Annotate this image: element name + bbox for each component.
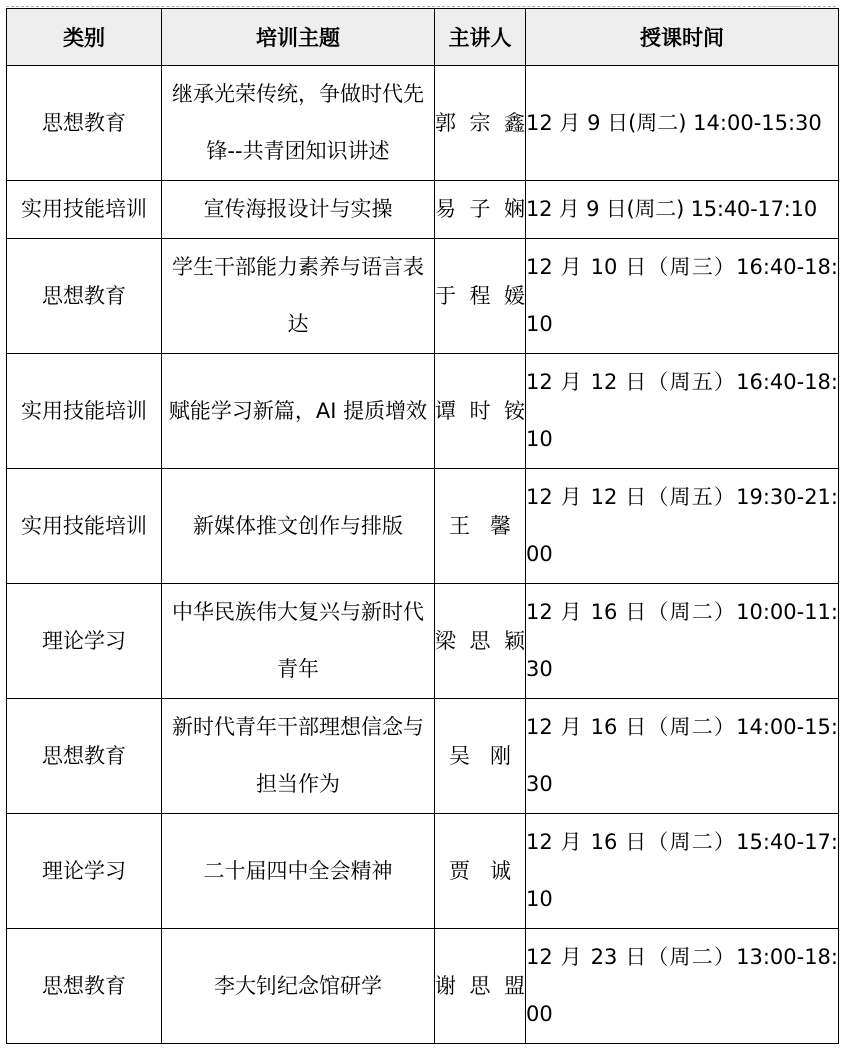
header-speaker: 主讲人	[435, 9, 526, 66]
category-cell: 思想教育	[7, 699, 162, 814]
speaker-cell: 于程媛	[435, 239, 526, 354]
speaker-cell: 谭时铵	[435, 354, 526, 469]
category-cell: 思想教育	[7, 239, 162, 354]
training-schedule-table	[6, 8, 839, 1044]
category-cell: 思想教育	[7, 929, 162, 1044]
topic-cell: 学生干部能力素养与语言表达	[162, 239, 435, 354]
header-topic: 培训主题	[162, 9, 435, 66]
category-cell: 实用技能培训	[7, 181, 162, 239]
topic-cell: 李大钊纪念馆研学	[162, 929, 435, 1044]
table-row	[7, 469, 839, 584]
speaker-cell: 易子娴	[435, 181, 526, 239]
category-cell: 实用技能培训	[7, 354, 162, 469]
speaker-cell: 王馨	[435, 469, 526, 584]
header-row	[7, 9, 839, 66]
time-cell: 12 月 9 日(周二) 14:00-15:30	[526, 66, 839, 181]
table-row	[7, 354, 839, 469]
time-cell: 12 月 10 日（周三）16:40-18:10	[526, 239, 839, 354]
table-row	[7, 66, 839, 181]
topic-cell: 二十届四中全会精神	[162, 814, 435, 929]
table-row	[7, 584, 839, 699]
category-cell: 实用技能培训	[7, 469, 162, 584]
time-cell: 12 月 23 日（周二）13:00-18:00	[526, 929, 839, 1044]
time-cell: 12 月 12 日（周五）16:40-18:10	[526, 354, 839, 469]
category-cell: 思想教育	[7, 66, 162, 181]
topic-cell: 中华民族伟大复兴与新时代青年	[162, 584, 435, 699]
table-row	[7, 814, 839, 929]
speaker-cell: 梁思颖	[435, 584, 526, 699]
table-row	[7, 239, 839, 354]
header-category: 类别	[7, 9, 162, 66]
speaker-cell: 贾诚	[435, 814, 526, 929]
page-corner-mark	[768, 0, 798, 7]
page-top-rule	[6, 6, 836, 7]
topic-cell: 新媒体推文创作与排版	[162, 469, 435, 584]
table-row	[7, 929, 839, 1044]
topic-cell: 赋能学习新篇，AI 提质增效	[162, 354, 435, 469]
table-row	[7, 181, 839, 239]
time-cell: 12 月 16 日（周二）10:00-11:30	[526, 584, 839, 699]
topic-cell: 继承光荣传统，争做时代先锋--共青团知识讲述	[162, 66, 435, 181]
time-cell: 12 月 12 日（周五）19:30-21:00	[526, 469, 839, 584]
time-cell: 12 月 16 日（周二）15:40-17:10	[526, 814, 839, 929]
topic-cell: 宣传海报设计与实操	[162, 181, 435, 239]
table-row	[7, 699, 839, 814]
header-time: 授课时间	[526, 9, 839, 66]
speaker-cell: 郭宗鑫	[435, 66, 526, 181]
time-cell: 12 月 9 日(周二) 15:40-17:10	[526, 181, 839, 239]
category-cell: 理论学习	[7, 584, 162, 699]
topic-cell: 新时代青年干部理想信念与担当作为	[162, 699, 435, 814]
speaker-cell: 吴刚	[435, 699, 526, 814]
speaker-cell: 谢思盟	[435, 929, 526, 1044]
time-cell: 12 月 16 日（周二）14:00-15:30	[526, 699, 839, 814]
category-cell: 理论学习	[7, 814, 162, 929]
